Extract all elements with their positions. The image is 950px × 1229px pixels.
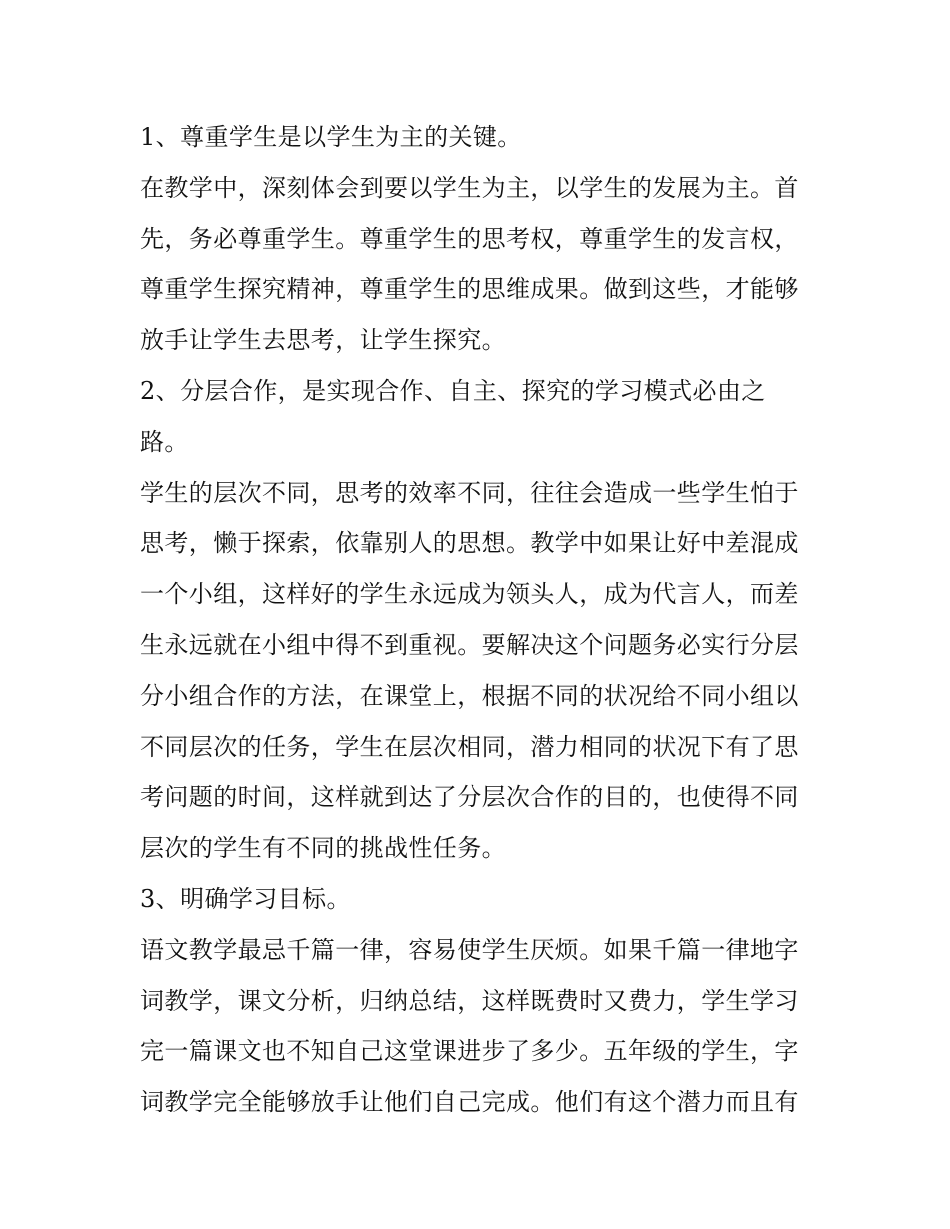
- heading-1: 1、尊重学生是以学生为主的关键。: [140, 123, 522, 151]
- heading-2: 2、分层合作，是实现合作、自主、探究的学习模式必由之: [140, 376, 766, 405]
- paragraph-line: 层次的学生有不同的挑战性任务。: [140, 834, 506, 863]
- paragraph-line: 先，务必尊重学生。尊重学生的思考权，尊重学生的发言权，: [140, 224, 799, 253]
- paragraph-line: 词教学，课文分析，归纳总结，这样既费时又费力，学生学习: [140, 986, 799, 1015]
- paragraph-line: 在教学中，深刻体会到要以学生为主，以学生的发展为主。首: [140, 173, 799, 202]
- document-body: [140, 112, 812, 1128]
- paragraph-line: 思考，懒于探索，依靠别人的思想。教学中如果让好中差混成: [140, 529, 799, 558]
- heading-3: 3、明确学习目标。: [140, 884, 351, 913]
- paragraph-line: 尊重学生探究精神，尊重学生的思维成果。做到这些，才能够: [140, 275, 799, 304]
- paragraph-line: 一个小组，这样好的学生永远成为领头人，成为代言人，而差: [140, 580, 799, 609]
- paragraph-line: 完一篇课文也不知自己这堂课进步了多少。五年级的学生，字: [140, 1037, 799, 1066]
- paragraph-line: 生永远就在小组中得不到重视。要解决这个问题务必实行分层: [140, 630, 799, 659]
- paragraph-line: 语文教学最忌千篇一律，容易使学生厌烦。如果千篇一律地字: [140, 935, 799, 964]
- paragraph-line: 学生的层次不同，思考的效率不同，往往会造成一些学生怕于: [140, 478, 799, 507]
- paragraph-line: 分小组合作的方法，在课堂上，根据不同的状况给不同小组以: [140, 681, 799, 710]
- paragraph-line: 考问题的时间，这样就到达了分层次合作的目的，也使得不同: [140, 783, 799, 812]
- heading-2-continued: 路。: [140, 427, 189, 456]
- paragraph-line: 放手让学生去思考，让学生探究。: [140, 326, 506, 355]
- paragraph-line: 不同层次的任务，学生在层次相同，潜力相同的状况下有了思: [140, 732, 799, 761]
- paragraph-line: 词教学完全能够放手让他们自己完成。他们有这个潜力而且有: [140, 1088, 799, 1117]
